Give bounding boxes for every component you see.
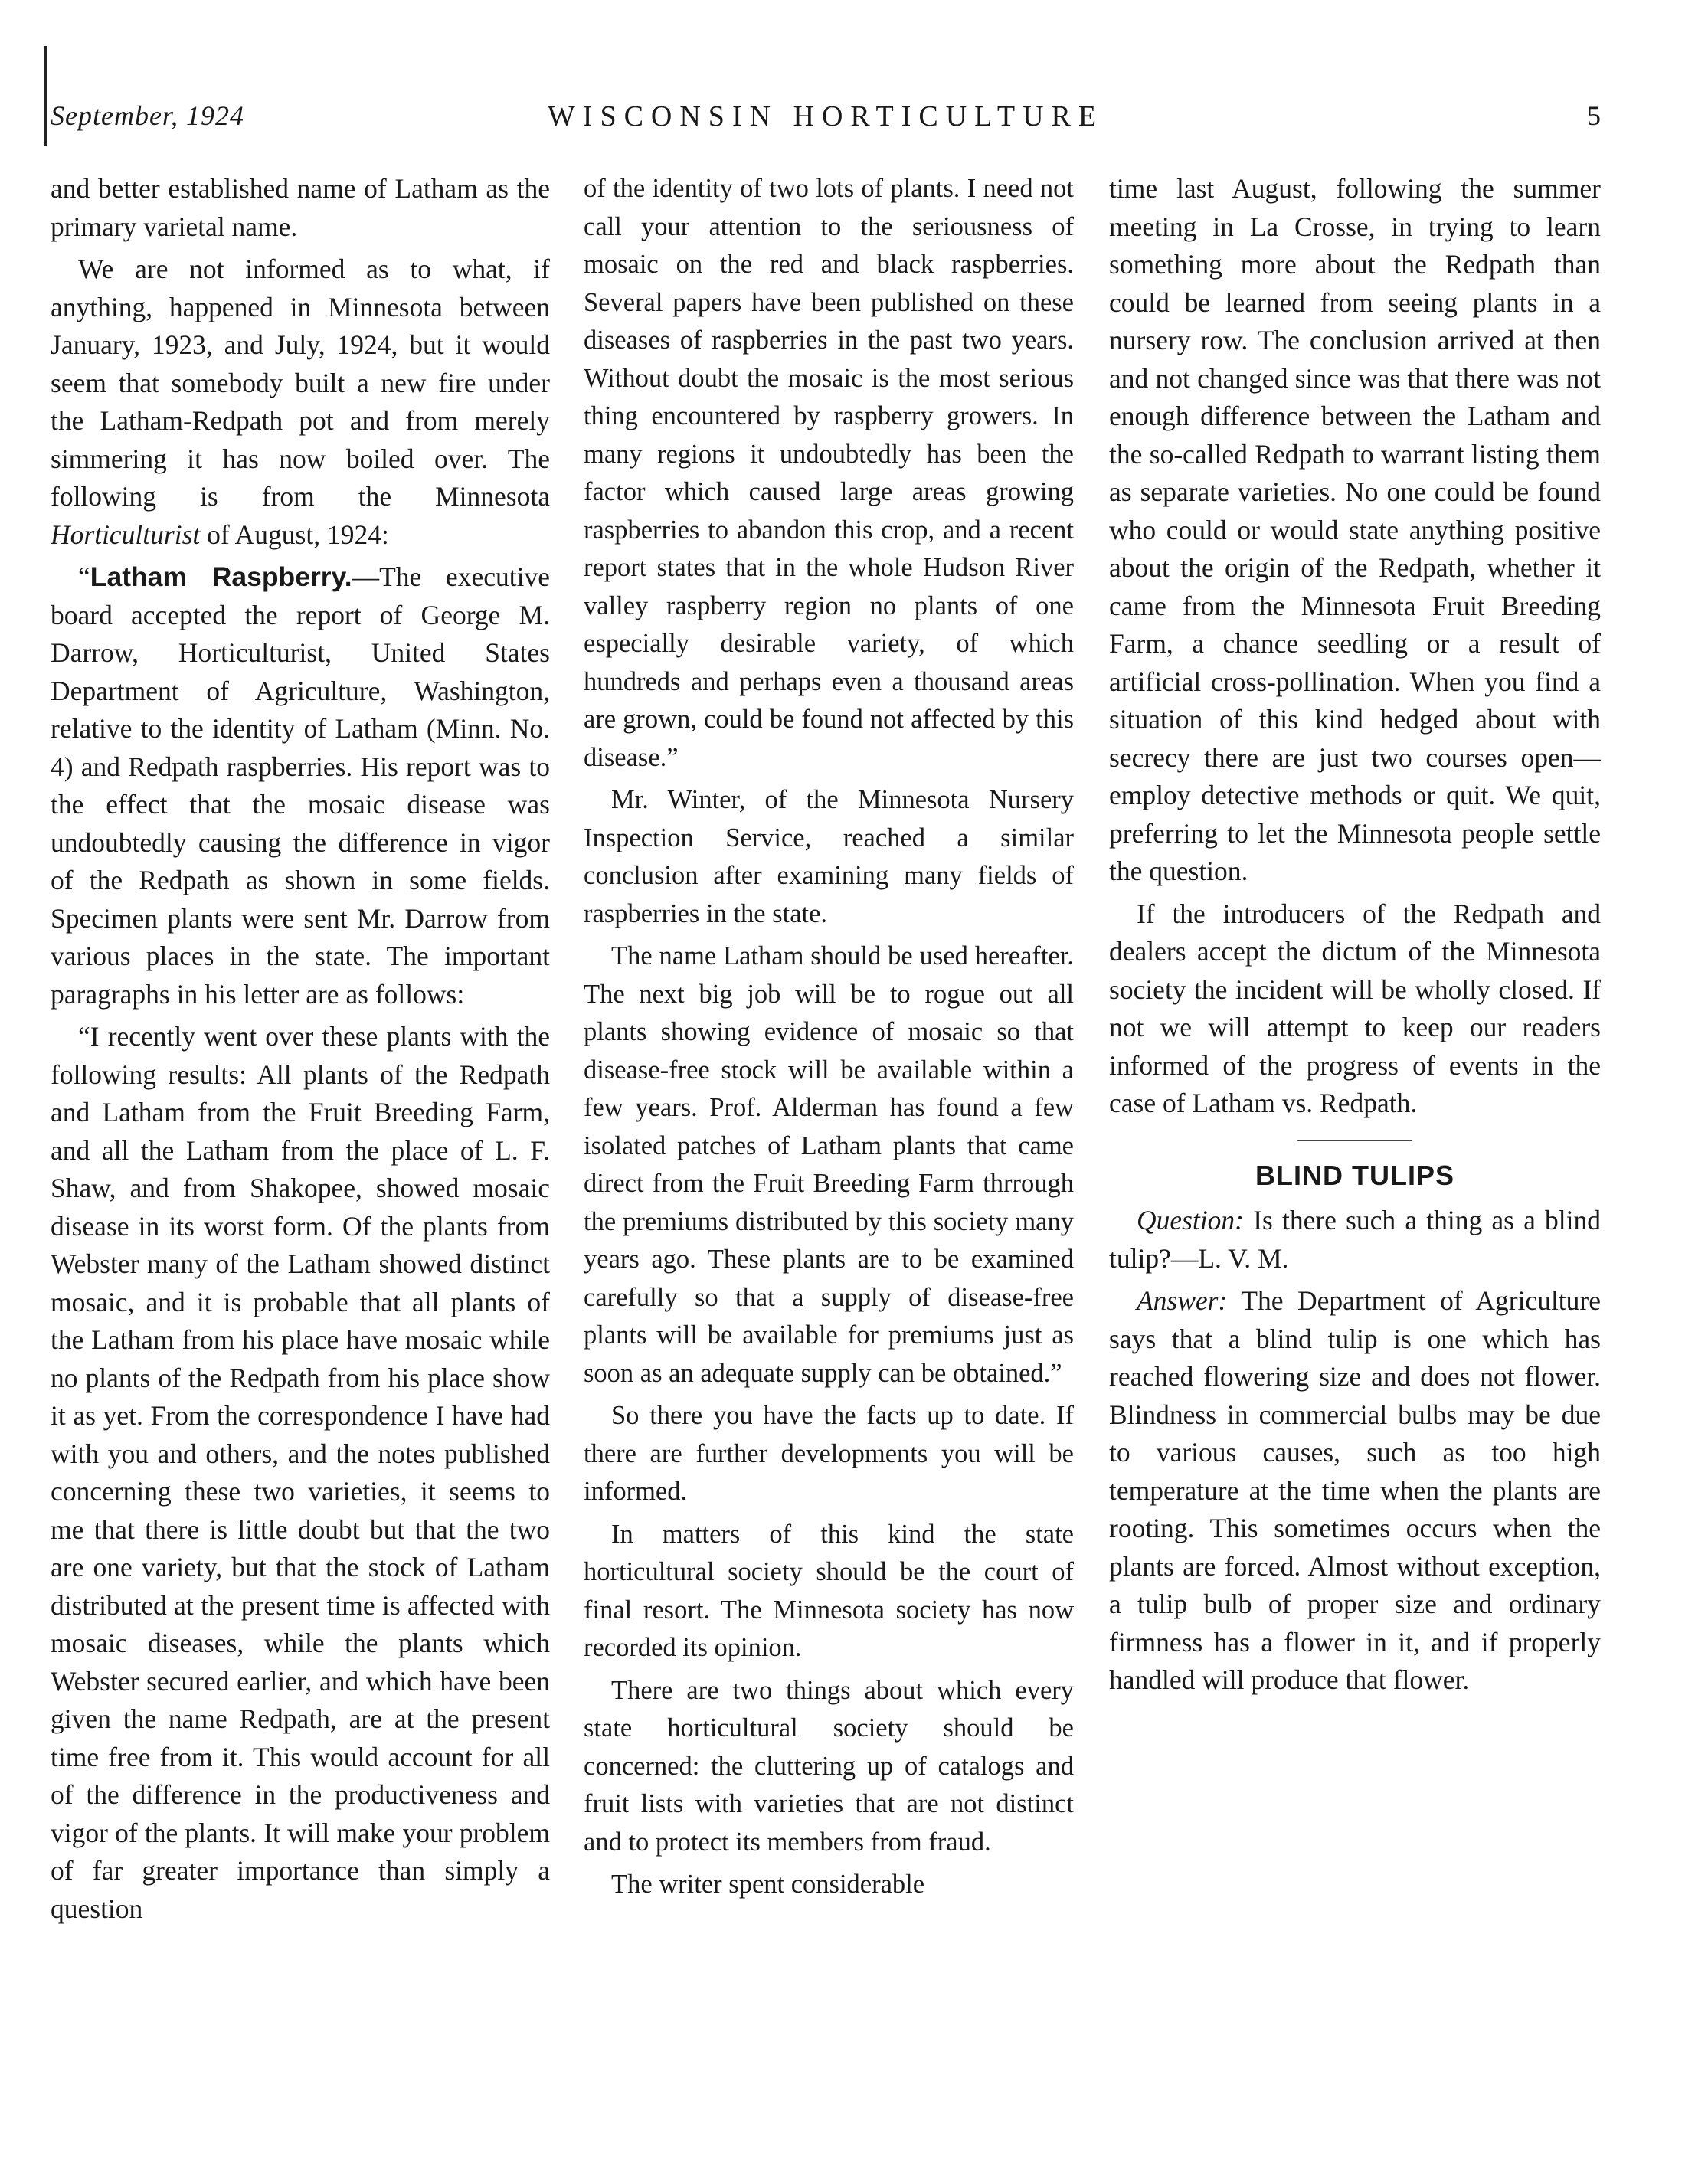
answer-label: Answer: [1137,1285,1228,1316]
page-number: 5 [1587,100,1601,131]
paragraph: If the introducers of the Redpath and dealers accept the dictum of the Minnesota society the incident will be wholly closed. If not we will attempt to keep our readers informed of the progress of events in the case of Latham vs. Redpath. [1109,898,1601,1118]
article-column-2 [584,170,1074,2116]
paragraph: of the identity of two lots of plants. I need not call your attention to the seriousness of mosaic on the red and black raspberries. Several papers have been published on these diseases of raspberries in the past two years. Without doubt the mosaic is the most serious thing encountered by raspberry growers. In many regions it undoubtedly has been the factor which caused large areas growing raspberries to abandon this crop, and a recent report states that in the whole Hudson River valley raspberry region no plants of one especially desirable variety, of which hundreds and perhaps even a thousand areas are grown, could be found not affected by this disease.” [584,174,1074,772]
section-heading: BLIND TULIPS [1255,1159,1454,1191]
page-header [51,100,1601,138]
paragraph: So there you have the facts up to date. If there are further developments you will be informed. [584,1401,1074,1506]
article-column-1 [51,170,550,2116]
quoted-paragraph: “I recently went over these plants with the following results: All plants of the Redpath and Latham from the Fruit Breeding Farm, and all the Latham from the place of L. F. Shaw, and from Shakopee, showed mosaic disease in its worst form. Of the plants from Webster many of the Latham showed distinct mosaic, and it is probable that all plants of the Latham from his place have mosaic while no plants of the Redpath from his place show it as yet. From the correspondence I have had with you and others, and the notes published concerning these two varieties, it seems to me that there is little doubt but that the two are one variety, but that the stock of Latham distributed at the present time is affected with mosaic diseases, while the plants which Webster secured earlier, and which have been given the name Redpath, are at the present time free from it. This would account for all of the difference in the productiveness and vigor of the plants. It will make your problem of far greater importance than simply a question [51,1021,550,1924]
paragraph-text: of August, 1924: [207,519,389,550]
publication-title: WISCONSIN HORTICULTURE [547,100,1104,133]
article-column-3 [1109,170,1601,2116]
open-quote: “ [78,561,90,592]
paragraph [51,250,550,554]
issue-date: September, 1924 [51,100,244,131]
paragraph-text: We are not informed as to what, if anything, happened in Minnesota between January, 1923, and July, 1924, but it would seem that somebody built a new fire under the Latham-Redpath pot and from merely simmering it has now boiled over. The following is from the Minnesota [51,254,550,512]
margin-rule [44,46,47,146]
answer-paragraph [1109,1282,1601,1700]
paragraph: and better established name of Latham as the primary varietal name. [51,173,550,242]
question-label: Question: [1137,1205,1245,1235]
answer-text: The Department of Agriculture says that a blind tulip is one which has reached flowering size and does not flower. Blindness in commercial bulbs may be due to various causes, such as too high temperature at the time when the plants are rooting. This sometimes occurs when the plants are forced. Almost without exception, a tulip bulb of proper size and ordinary firmness has a flower in it, and if properly handled will produce that flower. [1109,1285,1601,1695]
question-text: Is there such a thing as a blind tulip?—L. V. M. [1109,1205,1601,1274]
section-divider [1297,1140,1412,1141]
paragraph: There are two things about which every state horticultural society should be concerned: the cluttering up of catalogs and fruit lists with varieties that are not distinct and to protect its members from fraud. [584,1675,1074,1857]
question-paragraph [1109,1202,1601,1278]
paragraph: time last August, following the summer meeting in La Crosse, in trying to learn something more about the Redpath than could be learned from seeing plants in a nursery row. The conclusion arrived at then and not changed since was that there was not enough difference between the Latham and the so-called Redpath to warrant listing them as separate varieties. No one could be found who could or would state anything positive about the origin of the Redpath, whether it came from the Minnesota Fruit Breeding Farm, a chance seedling or a result of artificial cross-pollination. When you find a situation of this kind hedged about with secrecy there are just two courses open—employ detective methods or quit. We quit, preferring to let the Minnesota people settle the question. [1109,173,1601,886]
quoted-paragraph [51,558,550,1013]
paragraph: Mr. Winter, of the Minnesota Nursery Inspection Service, reached a similar conclusion after examining many fields of raspberries in the state. [584,785,1074,928]
paragraph: The name Latham should be used hereafter. The next big job will be to rogue out all plants showing evidence of mosaic so that disease-free stock will be available within a few years. Prof. Alderman has found a few isolated patches of Latham plants that came direct from the Fruit Breeding Farm thrrough the premiums distributed by this society many years ago. These plants are to be examined carefully so that a supply of disease-free plants will be available for premiums just as soon as an adequate supply can be obtained.” [584,941,1074,1388]
publication-name: Horticulturist [51,519,201,550]
run-in-heading: Latham Raspberry. [90,561,352,592]
paragraph-text: —The executive board accepted the report of George M. Darrow, Horticulturist, United States Department of Agriculture, Washington, relative to the identity of Latham (Minn. No. 4) and Redpath raspberries. His report was to the effect that the mosaic disease was undoubtedly causing the difference in vigor of the Redpath as shown in some fields. Specimen plants were sent Mr. Darrow from various places in the state. The important paragraphs in his letter are as follows: [51,561,550,1010]
paragraph: In matters of this kind the state horticultural society should be the court of final resort. The Minnesota society has now recorded its opinion. [584,1519,1074,1662]
paragraph: The writer spent considerable [611,1870,925,1899]
